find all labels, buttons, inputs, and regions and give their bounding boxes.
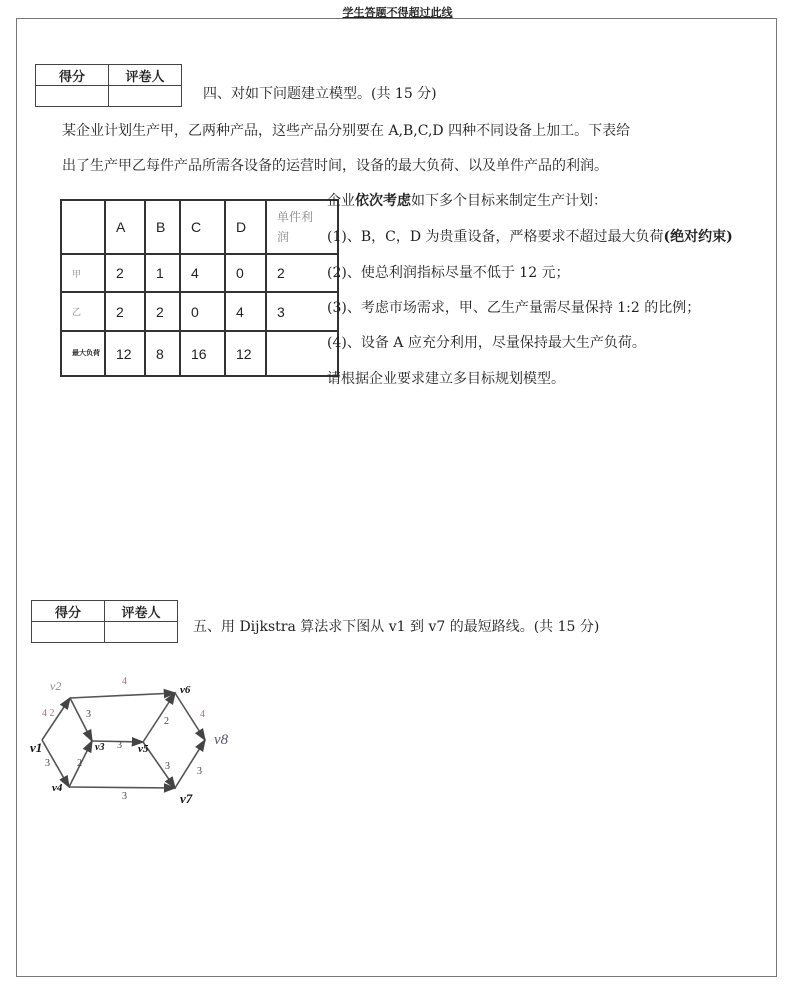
cell: 3 (266, 292, 338, 331)
edge-weight: 3 (45, 758, 50, 769)
goal-4: (4)、设备 A 应充分利用，尽量保持最大生产负荷。 (327, 335, 646, 351)
node-label-v4: v4 (52, 782, 63, 794)
text: (1)、B，C，D 为贵重设备，严格要求不超过最大负荷 (327, 229, 664, 245)
node-label-v1: v1 (30, 740, 43, 755)
edge-weight: 4 (200, 709, 205, 720)
cell: 12 (105, 331, 145, 376)
text: 如下多个目标来制定生产计划： (411, 193, 607, 209)
node-label-v8: v8 (214, 732, 229, 748)
edge-weight: 3 (165, 761, 170, 772)
cell: 4 (180, 254, 225, 292)
emphasis: 依次考虑 (355, 193, 411, 209)
edge-v1-v2 (42, 698, 70, 740)
edge-v2-v6 (70, 693, 175, 698)
row-label: 最大负荷 (61, 331, 105, 376)
edge-weight: 3 (86, 709, 91, 720)
cell: 4 (225, 292, 266, 331)
row-label: 乙 (61, 292, 105, 331)
header-cell: D (225, 200, 266, 254)
goal-3: (3)、考虑市场需求，甲、乙生产量需尽量保持 1:2 的比例； (327, 300, 701, 316)
cell: 8 (145, 331, 180, 376)
cell: 2 (105, 292, 145, 331)
q4-paragraph-2: 出了生产甲乙每件产品所需各设备的运营时间，设备的最大负荷、以及单件产品的利润。 (62, 158, 608, 174)
cell: 2 (105, 254, 145, 292)
node-label-v7: v7 (180, 791, 193, 806)
grader-label: 评卷人 (109, 65, 182, 86)
node-label-v2: v2 (50, 679, 62, 693)
node-label-v6: v6 (180, 684, 191, 696)
node-label-v5: v5 (138, 743, 149, 755)
cell: 0 (180, 292, 225, 331)
header-cell: 单件利润 (266, 200, 338, 254)
header-cell: A (105, 200, 145, 254)
cell: 1 (145, 254, 180, 292)
grader-label: 评卷人 (105, 601, 178, 622)
cell: 16 (180, 331, 225, 376)
cell: 0 (225, 254, 266, 292)
header-cell: B (145, 200, 180, 254)
q4-title: 四、对如下问题建立模型。(共 15 分) (203, 86, 437, 102)
score-label: 得分 (36, 65, 109, 86)
edge-v7-v8 (175, 740, 205, 788)
cell: 2 (266, 254, 338, 292)
edge-weight: 2 (77, 758, 82, 769)
edge-v4-v7 (69, 787, 175, 788)
cell: 2 (145, 292, 180, 331)
header-cell: C (180, 200, 225, 254)
edge-weight: 3 (197, 766, 202, 777)
edge-weight: 3 (122, 791, 127, 802)
edge-weight: 4 2 (42, 708, 55, 719)
cut-line-notice: 学生答题不得超过此线 (342, 6, 453, 19)
edge-v5-v6 (143, 693, 175, 742)
score-label: 得分 (32, 601, 105, 622)
edge-weight: 2 (164, 716, 169, 727)
edge-weight: 3 (117, 740, 122, 751)
text: 企业 (327, 193, 355, 209)
edge-weight: 4 (122, 676, 127, 687)
goal-2: (2)、使总利润指标尽量不低于 12 元； (327, 265, 570, 281)
q4-paragraph-1: 某企业计划生产甲，乙两种产品，这些产品分别要在 A,B,C,D 四种不同设备上加工。下表给 (62, 123, 631, 139)
row-label: 甲 (61, 254, 105, 292)
emphasis: (绝对约束) (663, 229, 733, 245)
q5-title: 五、用 Dijkstra 算法求下图从 v1 到 v7 的最短路线。(共 15 分) (193, 619, 600, 635)
node-label-v3: v3 (95, 742, 105, 753)
cell: 12 (225, 331, 266, 376)
q4-ask: 请根据企业要求建立多目标规划模型。 (327, 371, 565, 387)
